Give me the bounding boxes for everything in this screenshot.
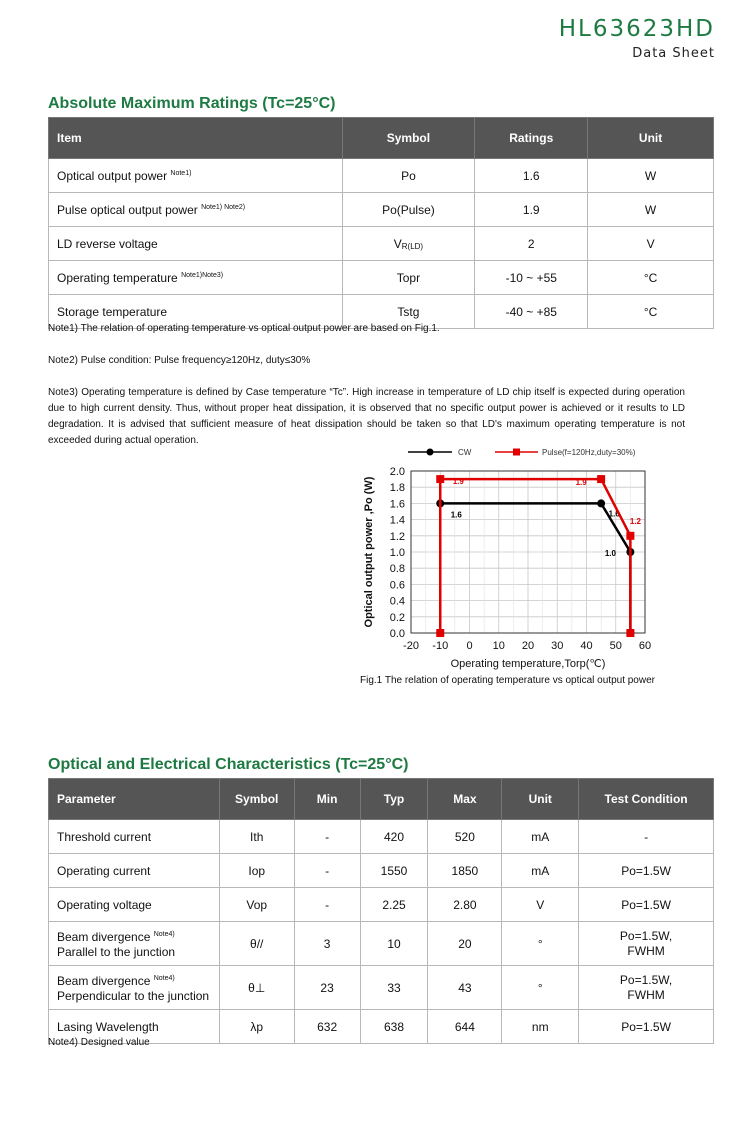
oec-condition	[579, 922, 714, 966]
oec-unit: V	[502, 888, 579, 922]
x-tick-label: 30	[551, 640, 564, 652]
item-note: Note1)	[170, 169, 192, 177]
oec-min: 23	[294, 966, 360, 1010]
amr-rating: 1.6	[475, 159, 588, 193]
amr-col-item: Item	[49, 118, 343, 159]
oec-symbol: θ//	[219, 922, 294, 966]
table-row	[49, 820, 714, 854]
x-tick-label: 10	[492, 640, 505, 652]
oec-symbol: Vop	[219, 888, 294, 922]
legend-marker-cw	[427, 449, 434, 456]
x-tick-label: 50	[609, 640, 622, 652]
amr-unit: W	[588, 193, 714, 227]
oec-col-min: Min	[294, 779, 360, 820]
doc-model-title: HL63623HD	[558, 16, 715, 42]
item-label: Pulse optical output power	[57, 202, 198, 217]
power-vs-temperature-chart	[360, 442, 690, 677]
amr-rating: 2	[475, 227, 588, 261]
oec-min: -	[294, 888, 360, 922]
oec-param: Operating voltage	[49, 888, 220, 922]
oec-condition: Po=1.5W	[579, 888, 714, 922]
legend-label-pulse: Pulse(f=120Hz,duty=30%)	[542, 448, 636, 457]
condition-line-1: Po=1.5W,	[619, 928, 673, 943]
symbol-main: V	[393, 236, 402, 251]
y-tick-label: 0.0	[389, 628, 405, 640]
oec-table	[48, 778, 714, 1044]
oec-param: Lasing Wavelength	[49, 1010, 220, 1044]
oec-symbol: Ith	[219, 820, 294, 854]
note-2: Note2) Pulse condition: Pulse frequency≥120Hz, duty≤30%	[48, 355, 311, 366]
oec-max: 520	[428, 820, 502, 854]
y-tick-label: 1.6	[389, 498, 405, 511]
param-label: Beam divergence	[57, 930, 151, 944]
oec-unit: °	[502, 966, 579, 1010]
oec-min: -	[294, 820, 360, 854]
data-label: 1.0	[604, 549, 616, 558]
note-1: Note1) The relation of operating temperature vs optical output power are based on Fig.1.	[48, 323, 440, 334]
amr-unit: W	[588, 159, 714, 193]
table-row	[49, 854, 714, 888]
oec-unit: °	[502, 922, 579, 966]
data-label: 1.9	[452, 477, 464, 487]
oec-section-title: Optical and Electrical Characteristics (Tc=25°C)	[48, 756, 409, 773]
symbol-sub: R(LD)	[401, 241, 424, 251]
y-tick-label: 0.6	[389, 579, 405, 592]
oec-typ: 420	[360, 820, 428, 854]
x-tick-label: -10	[432, 640, 449, 652]
table-row	[49, 922, 714, 966]
oec-symbol: Iop	[219, 854, 294, 888]
oec-unit: nm	[502, 1010, 579, 1044]
amr-col-ratings: Ratings	[475, 118, 588, 159]
amr-item	[49, 227, 343, 261]
legend-label-cw: CW	[458, 448, 472, 457]
x-tick-label: 20	[521, 640, 535, 652]
amr-item	[49, 261, 343, 295]
y-tick-label: 0.8	[389, 563, 405, 576]
note-3: Note3) Operating temperature is defined by Case temperature “Tc”. High increase in temperature of LD chip itself is expected during operation due to high current density. Thus, without proper heat dissipation, it is observed that no specific output power is achieved or it results to LD degradation. It is advised that sufficient measure of heat dissipation should be taken so that LD's maximum operating temperature is not exceeded during actual operation.	[48, 387, 685, 446]
oec-max: 20	[428, 922, 502, 966]
oec-max: 2.80	[428, 888, 502, 922]
oec-typ: 1550	[360, 854, 428, 888]
x-tick-label: 0	[466, 640, 473, 652]
oec-min: 3	[294, 922, 360, 966]
oec-col-max: Max	[428, 779, 502, 820]
condition-line-2: FWHM	[627, 943, 665, 958]
oec-param: Threshold current	[49, 820, 220, 854]
y-axis-label: Optical output power ,Po (W)	[363, 476, 375, 628]
item-label: Operating temperature	[57, 270, 178, 285]
amr-item	[49, 159, 343, 193]
oec-min: -	[294, 854, 360, 888]
item-label: Storage temperature	[57, 304, 168, 319]
x-tick-label: 60	[638, 640, 652, 652]
oec-min: 632	[294, 1010, 360, 1044]
item-label: Optical output power	[57, 168, 168, 183]
data-point	[626, 629, 634, 637]
table-row	[49, 888, 714, 922]
data-label: 1.9	[575, 478, 587, 488]
oec-symbol: λp	[219, 1010, 294, 1044]
x-tick-label: -20	[403, 640, 419, 652]
oec-typ: 638	[360, 1010, 428, 1044]
amr-col-symbol: Symbol	[342, 118, 475, 159]
amr-section-title: Absolute Maximum Ratings (Tc=25°C)	[48, 95, 336, 112]
oec-col-unit: Unit	[502, 779, 579, 820]
oec-typ: 33	[360, 966, 428, 1010]
param-note: Note4)	[153, 975, 175, 982]
y-tick-label: 1.8	[389, 482, 405, 495]
amr-symbol: Po(Pulse)	[342, 193, 475, 227]
oec-col-symbol: Symbol	[219, 779, 294, 820]
param-note: Note4)	[153, 931, 175, 938]
condition-line-2: FWHM	[627, 987, 665, 1002]
condition-line-1: Po=1.5W,	[619, 972, 673, 987]
data-label: 1.2	[629, 516, 641, 526]
data-point	[597, 499, 605, 507]
y-tick-label: 1.2	[389, 530, 405, 543]
item-label: LD reverse voltage	[57, 236, 158, 251]
table-row	[49, 227, 714, 261]
oec-param	[49, 966, 220, 1010]
amr-rating: -40 ~ +85	[475, 295, 588, 329]
table-row	[49, 159, 714, 193]
amr-table	[48, 117, 714, 329]
amr-item	[49, 193, 343, 227]
oec-header-row	[49, 779, 714, 820]
amr-symbol: Po	[342, 159, 475, 193]
data-point	[436, 475, 444, 483]
y-tick-label: 1.0	[389, 547, 405, 559]
amr-unit: V	[588, 227, 714, 261]
oec-typ: 2.25	[360, 888, 428, 922]
y-tick-label: 0.2	[389, 611, 405, 624]
amr-rating: 1.9	[475, 193, 588, 227]
oec-condition: Po=1.5W	[579, 854, 714, 888]
oec-symbol: θ⊥	[219, 966, 294, 1010]
oec-typ: 10	[360, 922, 428, 966]
chart-svg	[360, 442, 690, 672]
amr-symbol: Tstg	[342, 295, 475, 329]
oec-condition	[579, 966, 714, 1010]
oec-max: 1850	[428, 854, 502, 888]
y-tick-label: 0.4	[389, 595, 405, 608]
param-sub-label: Perpendicular to the junction	[57, 989, 210, 1003]
table-row	[49, 193, 714, 227]
oec-condition: -	[579, 820, 714, 854]
item-note: Note1) Note2)	[201, 203, 246, 211]
y-tick-label: 1.4	[389, 514, 405, 527]
oec-col-typ: Typ	[360, 779, 428, 820]
x-tick-label: 40	[580, 640, 593, 652]
figure-caption: Fig.1 The relation of operating temperature vs optical output power	[360, 675, 655, 686]
table-row	[49, 966, 714, 1010]
data-label: 1.6	[608, 509, 620, 519]
oec-unit: mA	[502, 820, 579, 854]
note-4: Note4) Designed value	[48, 1037, 150, 1048]
oec-param: Operating current	[49, 854, 220, 888]
oec-max: 43	[428, 966, 502, 1010]
amr-symbol	[342, 227, 475, 261]
x-axis-label: Operating temperature,Torp(℃)	[450, 658, 606, 670]
param-sub-label: Parallel to the junction	[57, 945, 176, 959]
amr-symbol: Topr	[342, 261, 475, 295]
oec-unit: mA	[502, 854, 579, 888]
legend-marker-pulse	[513, 449, 520, 456]
amr-header-row	[49, 118, 714, 159]
amr-rating: -10 ~ +55	[475, 261, 588, 295]
data-point	[626, 532, 634, 540]
amr-col-unit: Unit	[588, 118, 714, 159]
amr-unit: °C	[588, 295, 714, 329]
oec-param	[49, 922, 220, 966]
table-row	[49, 261, 714, 295]
data-point	[597, 475, 605, 483]
y-tick-label: 2.0	[389, 466, 405, 478]
doc-type-label: Data Sheet	[632, 46, 715, 61]
data-point	[436, 629, 444, 637]
param-label: Beam divergence	[57, 974, 151, 988]
data-label: 1.6	[450, 510, 462, 520]
oec-condition: Po=1.5W	[579, 1010, 714, 1044]
amr-unit: °C	[588, 261, 714, 295]
oec-col-parameter: Parameter	[49, 779, 220, 820]
oec-max: 644	[428, 1010, 502, 1044]
item-note: Note1)Note3)	[181, 271, 224, 279]
oec-col-test-condition: Test Condition	[579, 779, 714, 820]
